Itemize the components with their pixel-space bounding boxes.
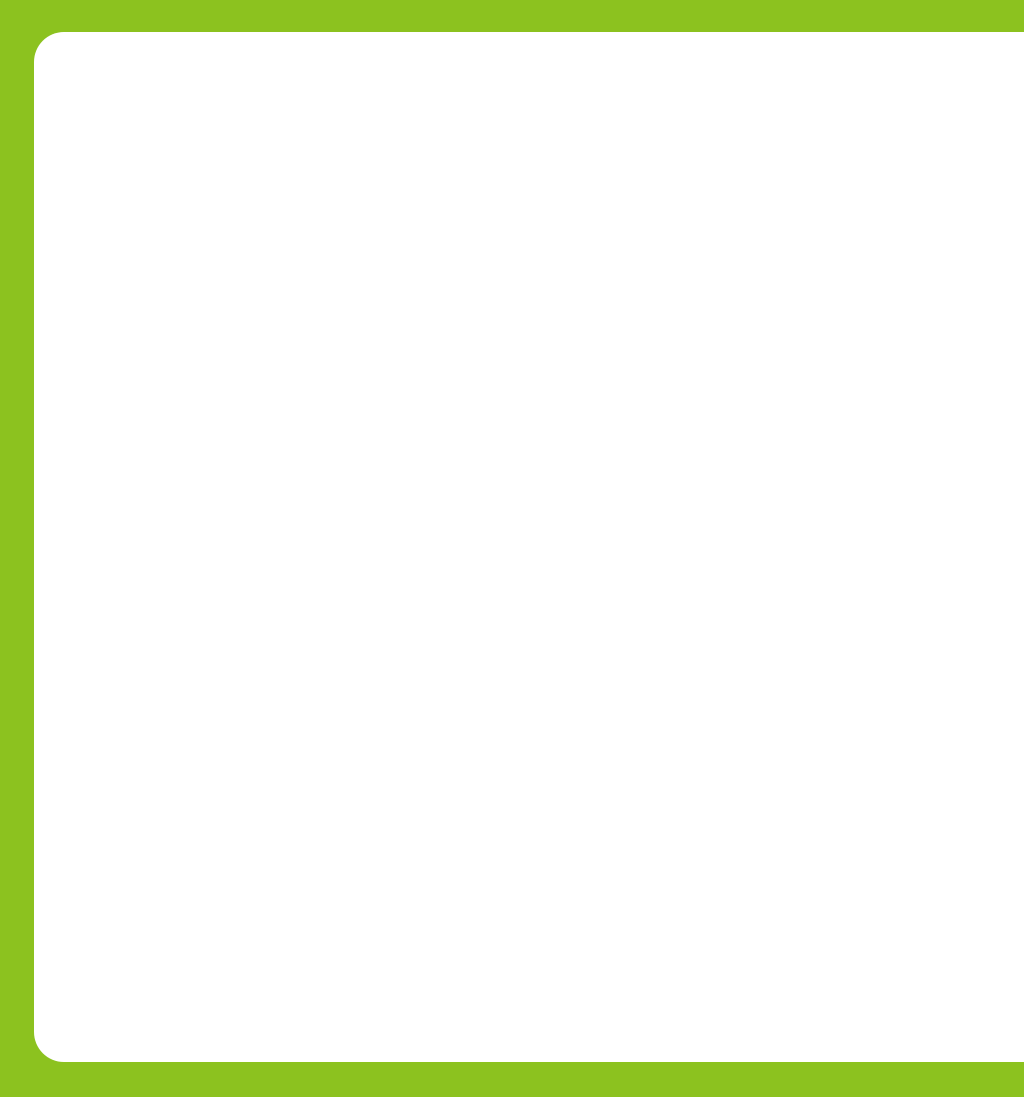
toc-page xyxy=(34,32,1024,1062)
